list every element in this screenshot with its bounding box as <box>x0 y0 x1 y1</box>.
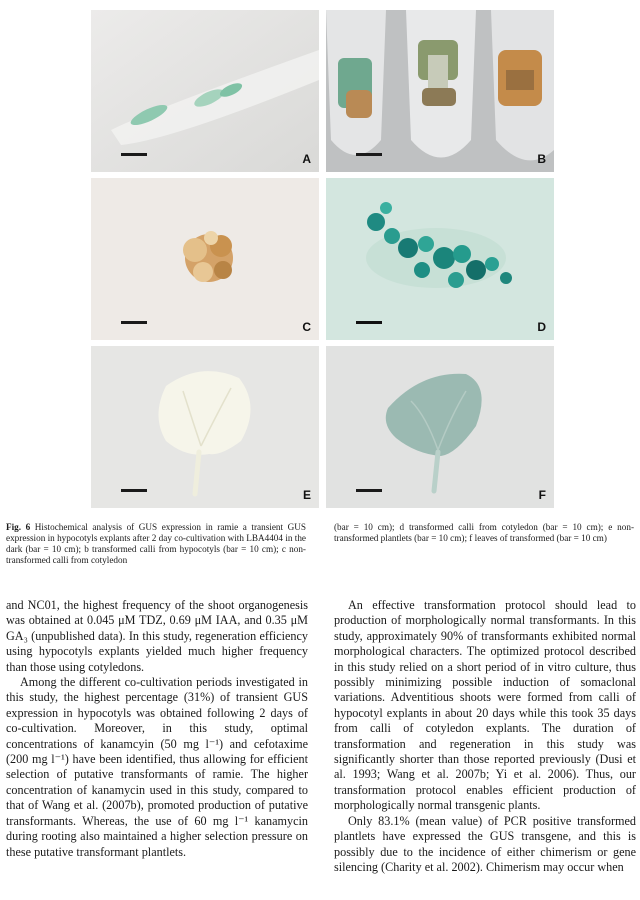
panel-a-photo <box>91 10 319 172</box>
paragraph: and NC01, the highest frequency of the shoot organogenesis was obtained at 0.045 μM TDZ, 0.69 μM IAA, and 0.35 μM GA₃ (unpublished data). In this study, regeneration efficiency using hypocotyls explants yielded much higher frequency than those using cotyledons. <box>6 598 308 674</box>
figure-panel-e <box>91 346 319 508</box>
figure-panel-c <box>91 178 319 340</box>
figure-caption-right <box>334 522 634 544</box>
figure-caption-left <box>6 522 306 566</box>
panel-b-photo <box>326 10 554 172</box>
body-column-left <box>6 598 308 860</box>
panel-letter: B <box>537 152 546 166</box>
panel-letter: A <box>302 152 311 166</box>
scale-bar <box>356 153 382 156</box>
panel-letter: F <box>538 488 546 502</box>
figure-panel-f <box>326 346 554 508</box>
paragraph: An effective transformation protocol should lead to production of morphologically normal transformants. In this study, approximately 90% of transformants exhibited normal morphological characters. The optimized protocol described in this study relied on a short period of in vitro culture, thus possibly minimizing possible induction of somaclonal variations. Adventitious shoots were formed from calli of hypocotyl explants in about 20 days while this took 35 days from calli of cotyledon explants. The duration of transformation and regeneration in this study was significantly shorter than those reported previously (Dusi et al. 1993; Wang et al. 2007b; Yi et al. 2006). Thus, our transformation protocol enables efficient production of morphologically normal transgenic plants. <box>334 598 636 813</box>
caption-label: Fig. 6 <box>6 522 31 532</box>
scale-bar <box>121 489 147 492</box>
panel-letter: D <box>537 320 546 334</box>
panel-c-photo <box>91 178 319 340</box>
panel-letter: C <box>302 320 311 334</box>
paragraph: Among the different co-cultivation periods investigated in this study, the highest percentage (31%) of transient GUS expression in hypocotyls was obtained following 2 days of co-cultivation. Moreover, in this study, optimal concentrations of kanamcyin (50 mg l⁻¹) and cefotaxime (200 mg l⁻¹) have been identified, thus allowing for efficient selection of putative transformants of ramie. The higher concentration of kanamycin used in this study, compared to that of Wang et al. (2007b), promoted production of putative transformants. Whereas, the use of 60 mg l⁻¹ kanamycin during rooting also maintained a higher selection pressure on these putative transformant plantlets. <box>6 675 308 859</box>
scale-bar <box>121 153 147 156</box>
figure-panel-d <box>326 178 554 340</box>
panel-e-photo <box>91 346 319 508</box>
paragraph: Only 83.1% (mean value) of PCR positive transformed plantlets have expressed the GUS transgene, and this is possibly due to the incidence of either chimerism or gene silencing (Charity et al. 2002). Chimerism may occur when <box>334 813 636 874</box>
figure-panel-a <box>91 10 319 172</box>
caption-text: (bar = 10 cm); d transformed calli from cotyledon (bar = 10 cm); e non-transformed plantlets (bar = 10 cm); f leaves of transformed (bar = 10 cm) <box>334 522 634 543</box>
panel-f-photo <box>326 346 554 508</box>
figure-panel-b <box>326 10 554 172</box>
panel-letter: E <box>302 488 311 502</box>
body-column-right <box>334 598 636 875</box>
panel-d-photo <box>326 178 554 340</box>
scale-bar <box>121 321 147 324</box>
scale-bar <box>356 489 382 492</box>
caption-text: Histochemical analysis of GUS expression in ramie a transient GUS expression in hypocotyls explants after 2 day co-cultivation with LBA4404 in the dark (bar = 10 cm); b transformed calli from hypocotyls (bar = 10 cm); c non-transformed calli from cotyledon <box>6 522 306 565</box>
scale-bar <box>356 321 382 324</box>
